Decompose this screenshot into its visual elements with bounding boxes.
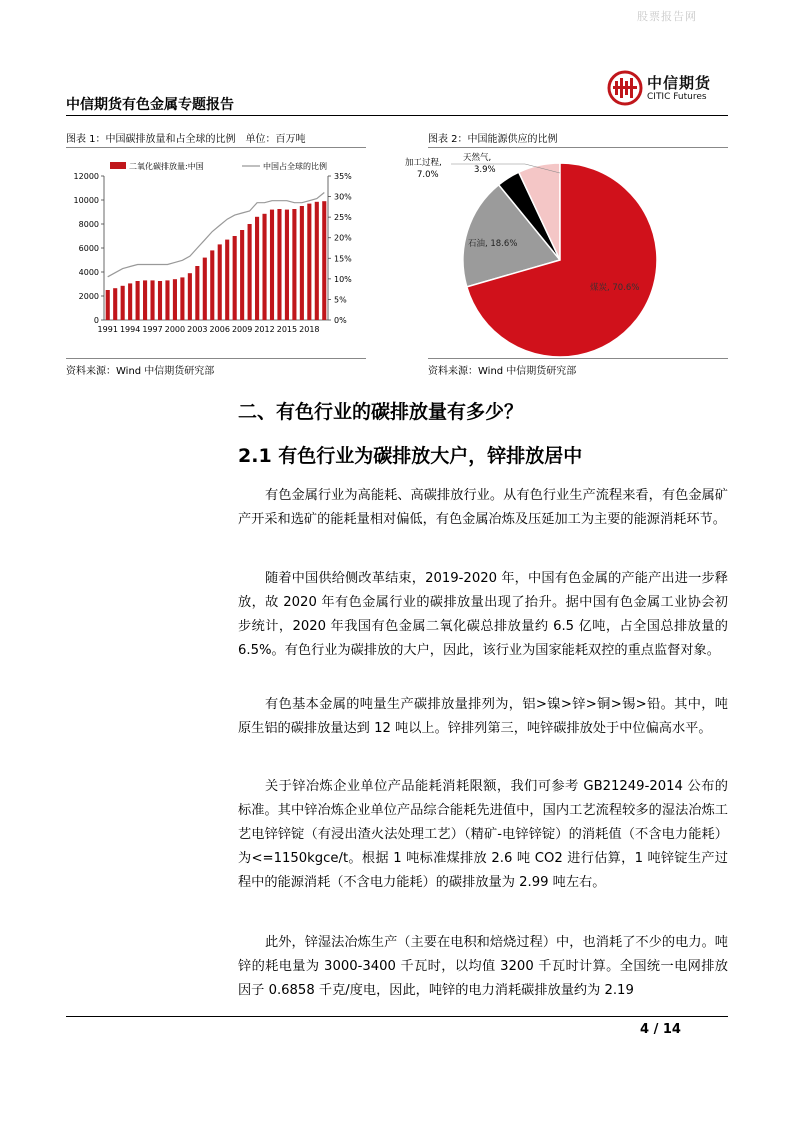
figure1-source: 资料来源：Wind 中信期货研究部 (66, 366, 215, 377)
citic-logo (607, 70, 737, 110)
x-tick-label: 1991 (97, 325, 118, 334)
y-tick-label-left: 8000 (78, 220, 99, 229)
y-tick-label-left: 2000 (78, 292, 99, 301)
bar-2017 (300, 206, 304, 320)
y-tick-label-right: 10% (334, 274, 352, 284)
bar-2008 (233, 236, 237, 320)
logo-text-cn: 中信期货 (647, 74, 712, 92)
bar-2020 (322, 201, 326, 320)
bar-2003 (195, 266, 199, 320)
x-tick-label: 1997 (142, 325, 163, 334)
logo-text-en: CITIC Futures (647, 92, 707, 102)
legend-label-bar: 二氧化碳排放量:中国 (129, 162, 204, 171)
bar-2015 (285, 210, 289, 320)
y-tick-label-right: 0% (334, 316, 347, 325)
figure2-source: 资料来源：Wind 中信期货研究部 (428, 366, 577, 377)
bar-2000 (173, 279, 177, 320)
x-tick-label: 2006 (209, 325, 230, 334)
header-divider (66, 115, 728, 116)
report-header-title: 中信期货有色金属专题报告 (66, 97, 234, 113)
bar-2016 (292, 209, 296, 320)
bar-2018 (307, 204, 311, 320)
bar-2010 (248, 224, 252, 320)
y-tick-label-right: 20% (334, 233, 352, 243)
share-line (108, 193, 325, 277)
bar-2006 (218, 244, 222, 320)
x-tick-label: 2015 (276, 325, 298, 334)
bar-1992 (113, 288, 117, 320)
paragraph-2: 随着中国供给侧改革结束，2019-2020 年，中国有色金属的产能产出进一步释放，故 2020 年有色金属行业的碳排放量出现了抬升。据中国有色金属工业协会初步统计，2020 年我国有色金属二氧化碳总排放量约 6.5 亿吨，占全国总排放量的 6.5%。有色行业为碳排放的大户，因此，该行业为国家能耗双控的重点监督对象。 (238, 571, 728, 658)
x-tick-label: 1994 (119, 325, 141, 334)
bar-2014 (277, 209, 281, 320)
section-heading: 二、有色行业的碳排放量有多少？ (238, 401, 524, 423)
bar-1991 (106, 290, 110, 320)
y-tick-label-right: 35% (334, 172, 352, 181)
watermark: 股票报告网 (637, 10, 697, 23)
figure2-source-line (428, 358, 728, 359)
page-number: 4 / 14 (640, 1022, 681, 1037)
paragraph-3: 有色基本金属的吨量生产碳排放量排列为，铝>镍>锌>铜>锡>铅。其中，吨原生铝的碳排放量达到 12 吨以上。锌排列第三，吨锌碳排放处于中位偏高水平。 (238, 697, 728, 736)
pie-label-process-value: 7.0% (417, 170, 439, 180)
bar-1993 (121, 286, 125, 320)
x-tick-label: 2009 (231, 325, 253, 334)
bar-1998 (158, 281, 162, 320)
x-tick-label: 2018 (299, 325, 320, 334)
legend-label-line: 中国占全球的比例 (263, 162, 327, 171)
pie-label-gas-value: 3.9% (474, 165, 496, 175)
paragraph-1: 有色金属行业为高能耗、高碳排放行业。从有色行业生产流程来看，有色金属矿产开采和选矿的能耗量相对偏低，有色金属冶炼及压延加工为主要的能源消耗环节。 (238, 488, 728, 527)
citic-logo-icon (607, 70, 643, 106)
figure1-source-line (66, 358, 366, 359)
pie-label-oil: 石油, 18.6% (468, 239, 518, 249)
y-tick-label-right: 30% (334, 192, 352, 202)
bar-2005 (210, 250, 214, 320)
figure1-caption: 图表 1：中国碳排放量和占全球的比例 单位：百万吨 (66, 134, 306, 145)
x-tick-label: 2000 (164, 325, 186, 334)
pie-label-gas-name: 天然气, (463, 153, 492, 163)
bar-1997 (150, 280, 154, 320)
bar-1999 (165, 280, 169, 320)
y-tick-label-left: 4000 (78, 268, 99, 277)
paragraph-5: 此外，锌湿法冶炼生产（主要在电积和焙烧过程）中，也消耗了不少的电力。吨锌的耗电量为 3000-3400 千瓦时，以均值 3200 千瓦时计算。全国统一电网排放因子 0.6858 千克/度电，因此，吨锌的电力消耗碳排放量约为 2.19 (238, 935, 728, 998)
y-tick-label-left: 10000 (73, 196, 99, 205)
figure2-caption: 图表 2：中国能源供应的比例 (428, 134, 558, 145)
legend-swatch-bar (110, 162, 126, 169)
bar-2004 (203, 258, 207, 320)
bar-2011 (255, 217, 259, 320)
pie-label-process-name: 加工过程, (405, 158, 442, 168)
y-tick-label-left: 6000 (78, 244, 99, 253)
bar-2013 (270, 210, 274, 320)
bar-1996 (143, 280, 147, 320)
x-tick-label: 2003 (187, 325, 208, 334)
bar-2009 (240, 230, 244, 320)
footer-divider (66, 1016, 728, 1017)
y-tick-label-right: 5% (334, 295, 347, 305)
co2-emissions-chart (66, 152, 366, 342)
y-tick-label-left: 0 (93, 316, 99, 325)
bar-2019 (315, 202, 319, 320)
bar-2002 (188, 273, 192, 320)
bar-2012 (262, 214, 266, 320)
bar-2001 (180, 277, 184, 320)
energy-supply-pie-chart (395, 148, 728, 358)
y-tick-label-left: 12000 (73, 172, 99, 181)
figure1-caption-line (66, 147, 366, 148)
bar-1995 (136, 281, 140, 320)
subsection-heading: 2.1 有色行业为碳排放大户，锌排放居中 (238, 445, 583, 467)
pie-label-coal: 煤炭, 70.6% (590, 283, 640, 293)
x-tick-label: 2012 (254, 325, 275, 334)
bar-2007 (225, 240, 229, 320)
y-tick-label-right: 15% (334, 254, 352, 264)
y-tick-label-right: 25% (334, 213, 352, 223)
bar-1994 (128, 283, 132, 320)
paragraph-4: 关于锌冶炼企业单位产品能耗消耗限额，我们可参考 GB21249-2014 公布的标准。其中锌冶炼企业单位产品综合能耗先进值中，国内工艺流程较多的湿法冶炼工艺电锌锌锭（有浸出渣火法处理工艺）（精矿-电锌锌锭）的消耗值（不含电力能耗）为<=1150kgce/t。根据 1 吨标准煤排放 2.6 吨 CO2 进行估算，1 吨锌锭生产过程中的能源消耗（不含电力能耗）的碳排放量为 2.99 吨左右。 (238, 779, 728, 890)
